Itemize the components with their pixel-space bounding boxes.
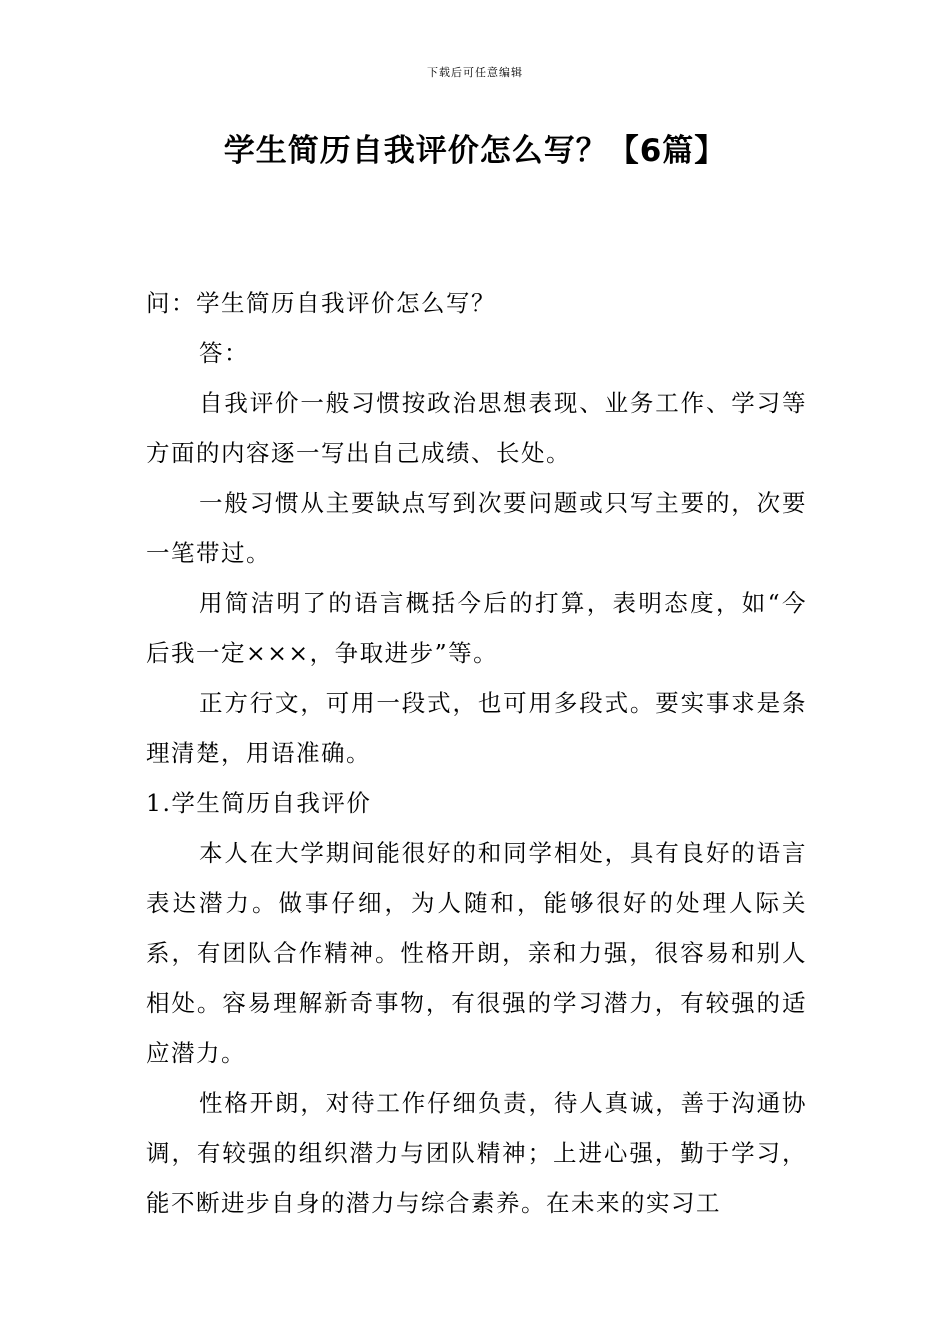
answer-label: 答： [199,339,249,367]
document-title: 学生简历自我评价怎么写？【6篇】 [223,133,727,169]
paragraph: 自我评价一般习惯按政治思想表现、业务工作、学习等方面的内容逐一写出自己成绩、长处。 [146,389,807,467]
paragraph: 本人在大学期间能很好的和同学相处，具有良好的语言表达潜力。做事仔细，为人随和，能够很好的处理人际关系，有团队合作精神。性格开朗，亲和力强，很容易和别人相处。容易理解新奇事物，有很强的学习潜力，有较强的适应潜力。 [146,839,807,1067]
paragraph: 正方行文，可用一段式，也可用多段式。要实事求是条理清楚，用语准确。 [146,689,807,767]
header-note: 下载后可任意编辑 [427,66,523,79]
question-line: 问：学生简历自我评价怎么写？ [146,289,496,317]
paragraph: 用简洁明了的语言概括今后的打算，表明态度，如“今后我一定×××，争取进步”等。 [146,589,807,667]
paragraph: 性格开朗，对待工作仔细负责，待人真诚，善于沟通协调，有较强的组织潜力与团队精神；上进心强，勤于学习，能不断进步自身的潜力与综合素养。在未来的实习工 [146,1089,807,1217]
document-body [146,278,807,1228]
paragraph: 一般习惯从主要缺点写到次要问题或只写主要的，次要一笔带过。 [146,489,807,567]
section-heading: 1.学生简历自我评价 [146,789,372,817]
